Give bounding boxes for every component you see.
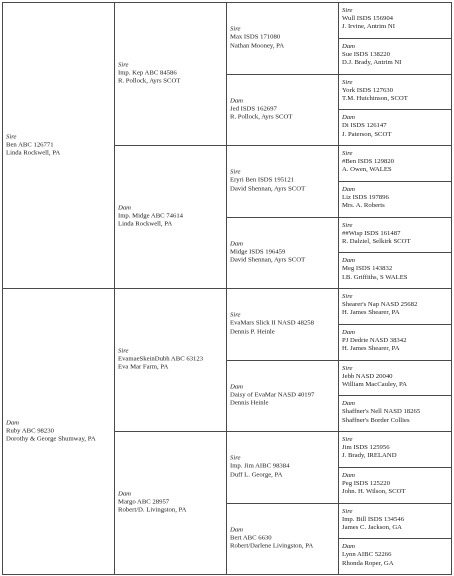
ancestor-sire-sire-dam [226, 74, 339, 147]
ancestor-entry [342, 150, 449, 175]
ancestor-entry [230, 240, 336, 265]
ancestor-owner: Robert/Darlene Livingston, PA [230, 542, 314, 550]
ancestor-sire-sire-dam-dam [338, 109, 452, 146]
ancestor-name: Midge ISDS 196459 [230, 248, 286, 256]
ancestor-owner: Robert/D. Livingston, PA [118, 507, 187, 515]
ancestor-role-label: Dam [342, 471, 356, 479]
ancestor-dam-dam-sire-sire [338, 431, 452, 468]
ancestor-dam-dam-dam-dam [338, 538, 452, 575]
ancestor-name: Daisy of EvaMar NASD 40197 [230, 391, 315, 399]
ancestor-role-label: Sire [118, 61, 129, 69]
ancestor-name: Jim ISDS 125956 [342, 444, 390, 452]
ancestor-entry [342, 365, 449, 390]
ancestor-dam-sire-dam-dam [338, 395, 452, 432]
ancestor-sire-dam-sire-dam [338, 181, 452, 218]
ancestor-name: Peg ISDS 125220 [342, 479, 390, 487]
ancestor-role-label: Dam [230, 97, 244, 105]
ancestor-role-label: Dam [342, 257, 356, 265]
ancestor-owner: Dennis Heinle [230, 399, 269, 407]
ancestor-entry [342, 293, 449, 318]
ancestor-owner: J. Irvine, Antrim NI [342, 23, 395, 31]
ancestor-dam-dam-dam-sire [338, 503, 452, 540]
ancestor-name: Bert ABC 6630 [230, 534, 272, 542]
ancestor-entry [342, 543, 449, 568]
ancestor-name: #Ben ISDS 129820 [342, 158, 395, 166]
ancestor-role-label: Sire [6, 133, 17, 141]
ancestor-owner: Shaffner's Border Collies [342, 416, 410, 424]
ancestor-name: Sue ISDS 138220 [342, 50, 390, 58]
ancestor-owner: H. James Shearer, PA [342, 345, 400, 353]
ancestor-owner: T.M. Hutchinson, SCOT [342, 94, 408, 102]
ancestor-entry [342, 43, 449, 68]
ancestor-owner: Mrs. A. Roberts [342, 202, 385, 210]
ancestor-name: EvaMars Slick II NASD 48258 [230, 320, 314, 328]
ancestor-role-label: Dam [6, 419, 20, 427]
ancestor-owner: James C. Jackson, GA [342, 523, 402, 531]
ancestor-name: ##Wisp ISDS 161487 [342, 229, 401, 237]
ancestor-name: Eryri Ben ISDS 195121 [230, 177, 295, 185]
ancestor-role-label: Sire [230, 25, 241, 33]
ancestor-owner: Dennis P. Heinle [230, 328, 275, 336]
ancestor-entry [230, 26, 336, 51]
ancestor-sire-sire-sire-dam [338, 38, 452, 75]
ancestor-entry [342, 472, 449, 497]
ancestor-entry [118, 62, 224, 87]
ancestor-owner: David Shennan, Ayrs SCOT [230, 256, 306, 264]
ancestor-owner: Nathan Mooney, PA [230, 42, 285, 50]
ancestor-name: Ruby ABC 98230 [6, 427, 54, 435]
ancestor-sire-sire-dam-sire [338, 74, 452, 111]
ancestor-role-label: Sire [230, 454, 241, 462]
ancestor-owner: Duff L. George, PA [230, 471, 283, 479]
ancestor-name: Di ISDS 126147 [342, 122, 387, 130]
ancestor-role-label: Sire [342, 150, 353, 157]
ancestor-role-label: Dam [342, 42, 356, 50]
ancestor-name: Imp. Jim AIBC 98384 [230, 463, 290, 471]
pedigree-chart [2, 2, 451, 574]
ancestor-sire-dam-dam-sire [338, 217, 452, 254]
ancestor-entry [342, 79, 449, 104]
ancestor-name: Imp. Midge ABC 74614 [118, 212, 184, 220]
ancestor-entry [230, 383, 336, 408]
ancestor-owner: John. H. Wilson, SCOT [342, 488, 406, 496]
ancestor-sire-dam [114, 145, 227, 289]
ancestor-name: Shearer's Nap NASD 25682 [342, 301, 418, 309]
ancestor-name: Ben ABC 126771 [6, 141, 54, 149]
ancestor-dam-sire-sire [226, 288, 339, 361]
ancestor-role-label: Sire [230, 168, 241, 176]
ancestor-entry [342, 400, 449, 425]
ancestor-entry [342, 222, 449, 247]
ancestor-dam-sire [114, 288, 227, 432]
ancestor-owner: R. Dalziel, Selkirk SCOT [342, 237, 411, 245]
ancestor-sire-sire-sire [226, 2, 339, 75]
ancestor-owner: Dorothy & George Shumway, PA [6, 435, 96, 443]
ancestor-owner: J. Brady, IRELAND [342, 452, 397, 460]
ancestor-name: EvamaeSkeinDubh ABC 63123 [118, 355, 204, 363]
ancestor-name: Max ISDS 171080 [230, 34, 281, 42]
ancestor-name: PJ Dedrie NASD 38342 [342, 336, 407, 344]
ancestor-entry [342, 508, 449, 533]
ancestor-dam-sire-dam-sire [338, 360, 452, 397]
ancestor-role-label: Sire [342, 364, 353, 372]
ancestor-sire-dam-dam [226, 217, 339, 290]
ancestor-name: Margo ABC 28957 [118, 498, 170, 506]
ancestor-role-label: Dam [342, 185, 356, 193]
ancestor-owner: R. Pollock, Ayrs SCOT [230, 113, 293, 121]
ancestor-name: Liz ISDS 197896 [342, 193, 389, 201]
ancestor-sire-sire [114, 2, 227, 146]
ancestor-dam-dam [114, 431, 227, 575]
ancestor-name: Meg ISDS 143832 [342, 265, 393, 273]
ancestor-role-label: Dam [342, 400, 356, 408]
ancestor-sire-dam-sire-sire [338, 145, 452, 182]
ancestor-role-label: Dam [230, 240, 244, 248]
ancestor-owner: Rhonda Roper, GA [342, 559, 394, 567]
ancestor-dam-sire-dam [226, 360, 339, 433]
ancestor-owner: Linda Rockwell, PA [6, 149, 61, 157]
ancestor-role-label: Sire [230, 311, 241, 319]
ancestor-name: York ISDS 127630 [342, 86, 393, 94]
ancestor-entry [342, 7, 449, 32]
ancestor-role-label: Dam [342, 543, 356, 551]
ancestor-role-label: Sire [342, 436, 353, 443]
ancestor-dam [2, 288, 115, 575]
ancestor-sire [2, 2, 115, 289]
ancestor-dam-sire-sire-sire [338, 288, 452, 325]
ancestor-entry [230, 169, 336, 194]
ancestor-role-label: Sire [342, 78, 353, 86]
ancestor-entry [230, 455, 336, 480]
ancestor-owner: Linda Rockwell, PA [118, 221, 173, 229]
ancestor-owner: H. James Shearer, PA [342, 309, 400, 317]
ancestor-role-label: Dam [230, 383, 244, 391]
ancestor-entry [118, 205, 224, 230]
ancestor-role-label: Sire [342, 507, 353, 515]
ancestor-dam-dam-sire-dam [338, 467, 452, 504]
ancestor-entry [342, 257, 449, 282]
ancestor-owner: J. Paterson, SCOT [342, 130, 392, 138]
ancestor-owner: I.B. Griffiths, S WALES [342, 273, 408, 281]
ancestor-role-label: Dam [342, 328, 356, 336]
ancestor-dam-dam-sire [226, 431, 339, 504]
ancestor-dam-dam-dam [226, 503, 339, 576]
ancestor-entry [342, 114, 449, 139]
ancestor-name: Imp. Kep ABC 84586 [118, 69, 177, 77]
ancestor-role-label: Dam [342, 114, 356, 122]
ancestor-entry [118, 491, 224, 516]
ancestor-role-label: Dam [230, 526, 244, 534]
ancestor-name: Jed ISDS 162697 [230, 105, 277, 113]
ancestor-role-label: Sire [118, 347, 129, 355]
ancestor-name: Wull ISDS 156904 [342, 15, 394, 23]
ancestor-role-label: Dam [118, 204, 132, 212]
ancestor-entry [118, 348, 224, 373]
ancestor-entry [230, 97, 336, 122]
ancestor-entry [6, 419, 112, 444]
ancestor-name: Shaffner's Nell NASD 18265 [342, 408, 421, 416]
ancestor-owner: William MacCauley, PA [342, 380, 407, 388]
ancestor-entry [230, 526, 336, 551]
ancestor-entry [6, 133, 112, 158]
ancestor-dam-sire-sire-dam [338, 324, 452, 361]
ancestor-entry [342, 186, 449, 211]
ancestor-role-label: Sire [342, 7, 353, 14]
ancestor-owner: David Shennan, Ayrs SCOT [230, 185, 306, 193]
ancestor-entry [342, 329, 449, 354]
ancestor-name: Jebb NASD 20040 [342, 372, 393, 380]
ancestor-owner: D.J. Brady, Antrim NI [342, 59, 402, 67]
ancestor-entry [342, 436, 449, 461]
ancestor-owner: R. Pollock, Ayrs SCOT [118, 78, 181, 86]
ancestor-owner: A. Owen, WALES [342, 166, 392, 174]
ancestor-role-label: Dam [118, 490, 132, 498]
ancestor-owner: Eva Mar Farm, PA [118, 364, 169, 372]
ancestor-sire-dam-dam-dam [338, 252, 452, 289]
ancestor-sire-sire-sire-sire [338, 2, 452, 39]
ancestor-name: Lynn AIBC 52266 [342, 551, 392, 559]
ancestor-role-label: Sire [342, 221, 353, 229]
ancestor-name: Imp. Bill ISDS 134546 [342, 515, 405, 523]
ancestor-entry [230, 312, 336, 337]
ancestor-role-label: Sire [342, 293, 353, 300]
ancestor-sire-dam-sire [226, 145, 339, 218]
